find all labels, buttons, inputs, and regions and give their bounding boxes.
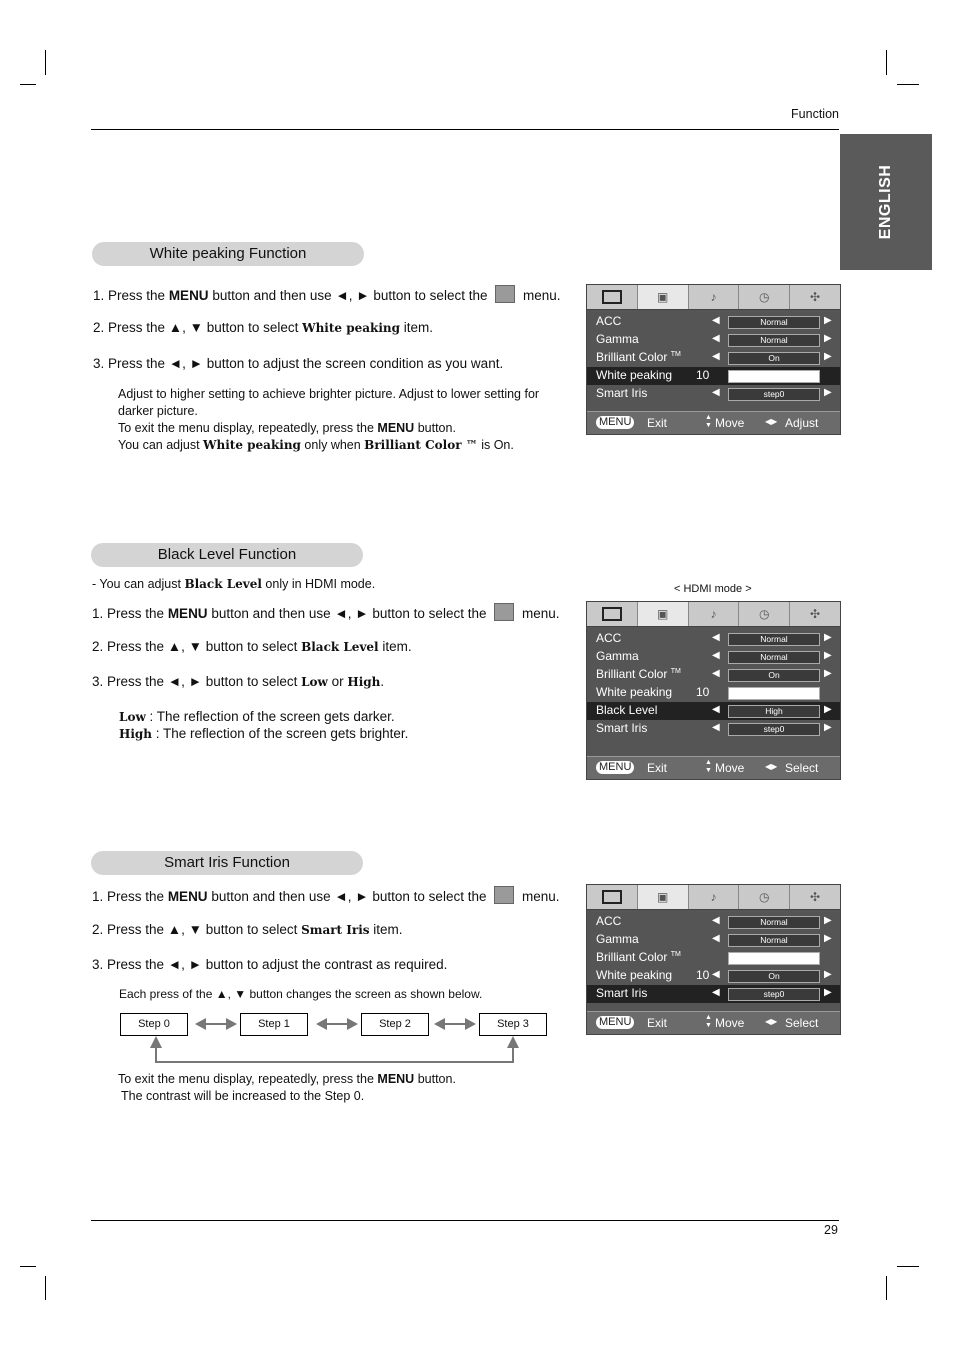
osd-row-acc[interactable]: ACC ◀ Normal ▶ xyxy=(596,914,832,928)
osd-row-black-level[interactable]: Black Level ◀ High ▶ xyxy=(587,702,840,720)
double-arrow-icon xyxy=(316,1017,358,1031)
osd-row-brilliant-color[interactable]: Brilliant Color ™ ◀ On ▶ xyxy=(596,350,832,364)
picture-icon: ▣ xyxy=(657,290,669,304)
crop-mark xyxy=(897,84,919,85)
option-icon: ✣ xyxy=(810,607,821,621)
crop-mark xyxy=(20,84,36,85)
tab-audio[interactable] xyxy=(689,602,740,626)
bl-step-3: 3. Press the ◄, ► button to select Low or High. xyxy=(92,674,385,689)
osd-row-gamma[interactable]: Gamma ◀ Normal ▶ xyxy=(596,332,832,346)
tab-audio[interactable] xyxy=(689,285,740,309)
time-icon: ◷ xyxy=(759,890,770,904)
wp-note-adjust: Adjust to higher setting to achieve brighter picture. Adjust to lower setting for darker picture. xyxy=(118,387,540,418)
step-box-1: Step 1 xyxy=(240,1013,308,1036)
hdmi-mode-label: < HDMI mode > xyxy=(674,583,752,595)
language-tab xyxy=(840,134,932,270)
tab-picture[interactable] xyxy=(638,885,689,909)
osd-row-brilliant-color[interactable]: Brilliant Color ™ xyxy=(587,949,840,967)
move-arrows-icon: ▲ ▼ xyxy=(705,1014,712,1029)
wp-step-2: 2. Press the ▲, ▼ button to select White peaking item. xyxy=(93,320,434,335)
osd-row-white-peaking[interactable]: White peaking 10 ◀ On ▶ xyxy=(596,968,832,982)
move-arrows-icon: ▲ ▼ xyxy=(705,759,712,774)
osd-tabs xyxy=(587,885,840,910)
section-title-black-level: Black Level Function xyxy=(91,543,363,567)
menu-key: MENU xyxy=(596,416,634,429)
double-arrow-icon xyxy=(434,1017,476,1031)
menu-key: MENU xyxy=(596,1016,634,1029)
osd-row-gamma[interactable]: Gamma ◀ Normal ▶ xyxy=(596,649,832,663)
tab-time[interactable] xyxy=(739,885,790,909)
crop-mark xyxy=(886,50,887,75)
audio-icon: ♪ xyxy=(710,890,717,904)
osd-menu-smart-iris xyxy=(586,884,841,1035)
step-box-2: Step 2 xyxy=(361,1013,429,1036)
osd-row-brilliant-color[interactable]: Brilliant Color ™ ◀ On ▶ xyxy=(596,667,832,681)
osd-row-smart-iris[interactable]: Smart Iris ◀ step0 ▶ xyxy=(587,985,840,1003)
section-title-white-peaking: White peaking Function xyxy=(92,242,364,266)
language-label: ENGLISH xyxy=(877,164,894,240)
bl-high-desc: High : The reflection of the screen gets brighter. xyxy=(119,726,409,741)
crop-mark xyxy=(886,1276,887,1300)
page-number: 29 xyxy=(824,1223,838,1237)
step-box-3: Step 3 xyxy=(479,1013,547,1036)
screen-icon xyxy=(602,290,622,304)
audio-icon: ♪ xyxy=(710,607,717,621)
tab-screen[interactable] xyxy=(587,285,638,309)
footer-rule xyxy=(91,1220,839,1221)
tab-option[interactable] xyxy=(790,285,840,309)
tab-screen[interactable] xyxy=(587,602,638,626)
tab-picture[interactable] xyxy=(638,602,689,626)
bl-step-2: 2. Press the ▲, ▼ button to select Black Level item. xyxy=(92,639,412,654)
audio-icon: ♪ xyxy=(710,290,717,304)
header-rule xyxy=(91,129,839,130)
osd-tabs xyxy=(587,285,840,310)
bl-hdmi-note: - You can adjust Black Level only in HDMI mode. xyxy=(92,577,376,591)
osd-footer: MENU Exit ▲ ▼ Move ◀▶ Select xyxy=(587,756,840,779)
wp-step-3: 3. Press the ◄, ► button to adjust the screen condition as you want. xyxy=(93,356,504,371)
osd-row-acc[interactable]: ACC ◀ Normal ▶ xyxy=(596,631,832,645)
wp-note-condition: You can adjust White peaking only when Brilliant Color ™ is On. xyxy=(118,438,514,452)
brilliant-color-bar xyxy=(728,952,820,965)
step-box-0: Step 0 xyxy=(120,1013,188,1036)
crop-mark xyxy=(45,1276,46,1300)
osd-row-white-peaking[interactable]: White peaking 10 xyxy=(587,684,840,702)
tab-picture[interactable] xyxy=(638,285,689,309)
tab-time[interactable] xyxy=(739,285,790,309)
wp-step-1: 1. Press the MENU button and then use ◄, ► button to select the menu. xyxy=(93,285,561,303)
adjust-arrows-icon: ◀▶ xyxy=(765,1017,778,1026)
osd-row-smart-iris[interactable]: Smart Iris ◀ step0 ▶ xyxy=(596,386,832,400)
si-step-2: 2. Press the ▲, ▼ button to select Smart Iris item. xyxy=(92,922,403,937)
wp-note-exit: To exit the menu display, repeatedly, press the MENU button. xyxy=(118,421,456,435)
si-contrast-note: The contrast will be increased to the Step 0. xyxy=(121,1089,365,1103)
bl-low-desc: Low : The reflection of the screen gets darker. xyxy=(119,709,395,724)
picture-icon: ▣ xyxy=(657,607,669,621)
osd-tabs xyxy=(587,602,840,627)
adjust-arrows-icon: ◀▶ xyxy=(765,762,778,771)
picture-icon: ▣ xyxy=(657,890,669,904)
osd-row-gamma[interactable]: Gamma ◀ Normal ▶ xyxy=(596,932,832,946)
si-step-1: 1. Press the MENU button and then use ◄, ► button to select the menu. xyxy=(92,886,560,904)
loop-arrow-icon xyxy=(148,1036,522,1064)
white-peaking-bar xyxy=(728,687,820,700)
time-icon: ◷ xyxy=(759,290,770,304)
tab-time[interactable] xyxy=(739,602,790,626)
option-icon: ✣ xyxy=(810,890,821,904)
tab-option[interactable] xyxy=(790,885,840,909)
osd-footer: MENU Exit ▲ ▼ Move ◀▶ Adjust xyxy=(587,411,840,434)
menu-key: MENU xyxy=(596,761,634,774)
adjust-arrows-icon: ◀▶ xyxy=(765,417,778,426)
bl-step-1: 1. Press the MENU button and then use ◄, ► button to select the menu. xyxy=(92,603,560,621)
si-step-3: 3. Press the ◄, ► button to adjust the contrast as required. xyxy=(92,957,448,972)
crop-mark xyxy=(45,50,46,75)
osd-menu-black-level xyxy=(586,601,841,780)
tab-audio[interactable] xyxy=(689,885,740,909)
osd-menu-white-peaking xyxy=(586,284,841,435)
time-icon: ◷ xyxy=(759,607,770,621)
crop-mark xyxy=(20,1266,36,1267)
double-arrow-icon xyxy=(195,1017,237,1031)
white-peaking-bar xyxy=(728,370,820,383)
option-icon: ✣ xyxy=(810,290,821,304)
section-header: Function xyxy=(791,107,839,121)
picture-menu-icon xyxy=(494,603,514,621)
picture-menu-icon xyxy=(495,285,515,303)
osd-footer: MENU Exit ▲ ▼ Move ◀▶ Select xyxy=(587,1011,840,1034)
move-arrows-icon: ▲ ▼ xyxy=(705,414,712,429)
crop-mark xyxy=(897,1266,919,1267)
osd-row-acc[interactable]: ACC ◀ Normal ▶ xyxy=(596,314,832,328)
osd-row-smart-iris[interactable]: Smart Iris ◀ step0 ▶ xyxy=(596,721,832,735)
si-each-press: Each press of the ▲, ▼ button changes the screen as shown below. xyxy=(119,987,483,1001)
tab-option[interactable] xyxy=(790,602,840,626)
tab-screen[interactable] xyxy=(587,885,638,909)
picture-menu-icon xyxy=(494,886,514,904)
screen-icon xyxy=(602,890,622,904)
si-exit-note: To exit the menu display, repeatedly, press the MENU button. The contrast will be increased to the Step 0. xyxy=(118,1071,568,1105)
screen-icon xyxy=(602,607,622,621)
osd-row-white-peaking[interactable]: White peaking 10 xyxy=(587,367,840,385)
section-title-smart-iris: Smart Iris Function xyxy=(91,851,363,875)
wp-notes xyxy=(118,386,568,454)
